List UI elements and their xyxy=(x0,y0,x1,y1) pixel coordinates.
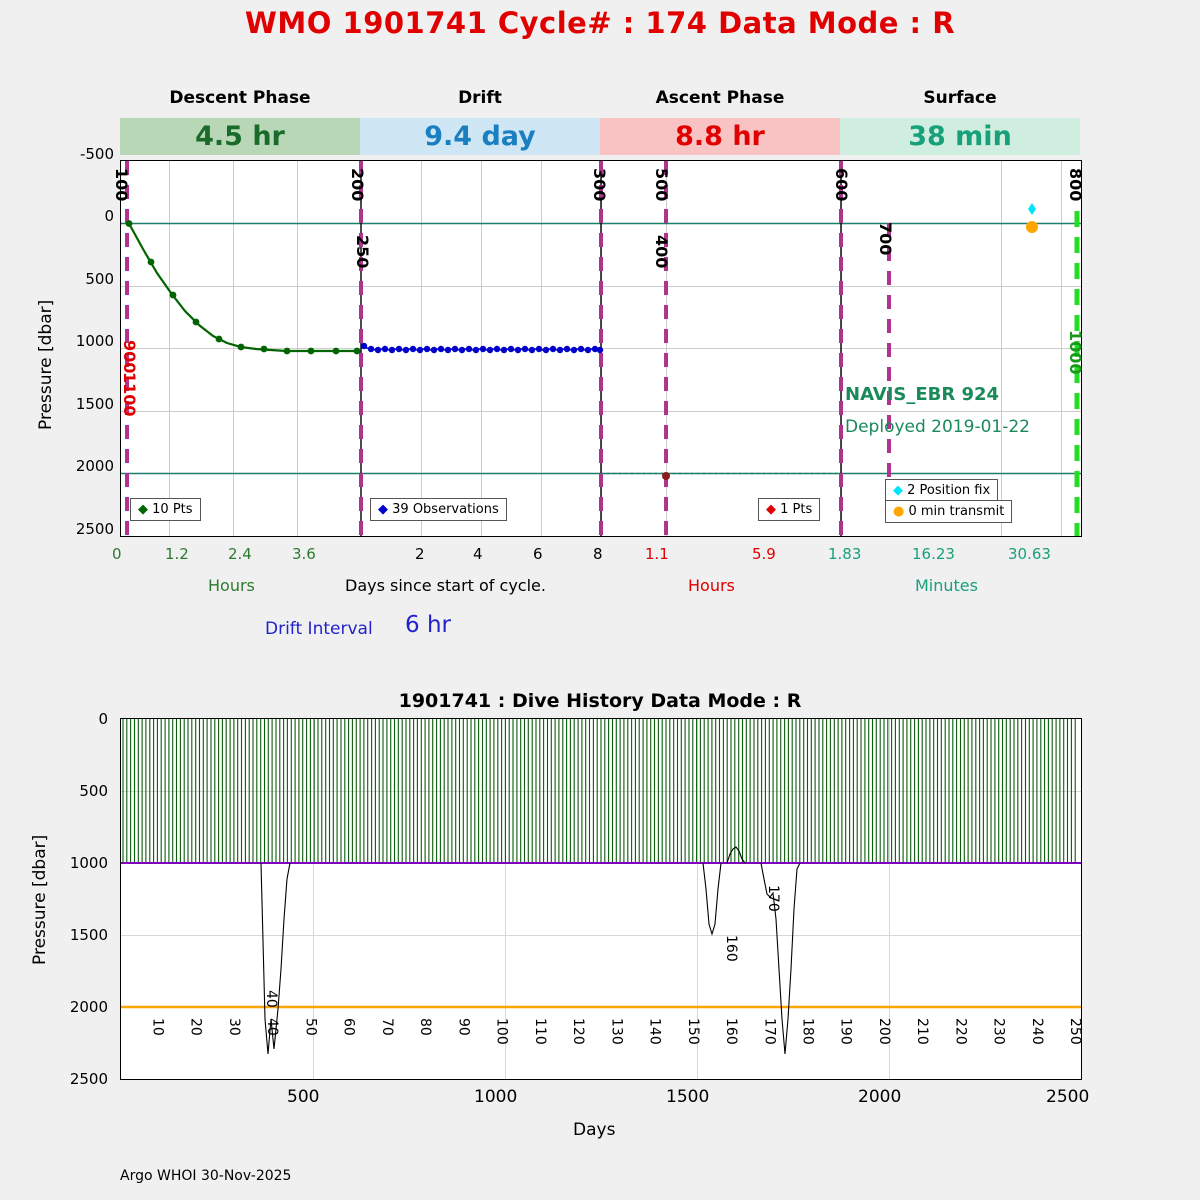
p1-xtick-ascent-0: 1.1 xyxy=(645,545,669,563)
cycle-label-110: 110 xyxy=(531,1018,548,1045)
phase-label-drift: Drift xyxy=(458,88,502,108)
cycle-label-90: 90 xyxy=(455,1018,472,1036)
cycle-label-20: 20 xyxy=(187,1018,204,1036)
legend-marker-transmit: ● xyxy=(893,504,905,519)
event-label-700: 700 xyxy=(876,222,895,256)
cycle-label-220: 220 xyxy=(952,1018,969,1045)
phase-label-descent: Descent Phase xyxy=(169,88,311,108)
cycle-label-190: 190 xyxy=(837,1018,854,1045)
cycle-label-30: 30 xyxy=(225,1018,242,1036)
legend-label-drift: 39 Observations xyxy=(392,502,499,517)
p2-xtick-1: 1000 xyxy=(474,1087,518,1107)
legend-label-descent: 10 Pts xyxy=(152,502,193,517)
event-label-100: 100 xyxy=(112,168,131,202)
phase-label-ascent: Ascent Phase xyxy=(655,88,785,108)
cycle-label-180: 180 xyxy=(799,1018,816,1045)
p2-xaxis-title: Days xyxy=(573,1120,616,1140)
phase-duration-ascent: 8.8 hr xyxy=(600,118,840,155)
p2-yaxis-title: Pressure [dbar] xyxy=(30,834,50,965)
p1-ytick-2: 500 xyxy=(85,270,114,288)
legend-transmit xyxy=(885,500,1012,523)
p2-ytick-4: 2000 xyxy=(69,998,108,1016)
legend-position-fix xyxy=(885,479,998,502)
cycle-label-140: 140 xyxy=(646,1018,663,1045)
cycle-label-250: 250 xyxy=(1067,1018,1084,1045)
p2-ytick-1: 500 xyxy=(79,782,108,800)
cycle-label-10: 10 xyxy=(149,1018,166,1036)
p1-xtick-drift-1: 4 xyxy=(473,545,483,563)
event-label-200: 200 xyxy=(348,168,367,202)
event-label-900: 900 xyxy=(120,340,139,374)
p1-ytick-5: 2000 xyxy=(75,457,114,475)
p2-xtick-3: 2000 xyxy=(858,1087,902,1107)
p1-xtick-ascent-1: 5.9 xyxy=(752,545,776,563)
p1-ytick-0: -500 xyxy=(79,145,114,163)
p2-xtick-0: 500 xyxy=(287,1087,320,1107)
dive-history-title: 1901741 : Dive History Data Mode : R xyxy=(398,690,802,712)
inplot-cycle-160: 160 xyxy=(723,935,739,962)
event-label-1100: 1100 xyxy=(120,372,139,417)
legend-label-position-fix: 2 Position fix xyxy=(907,483,991,498)
p1-ytick-4: 1500 xyxy=(75,395,114,413)
legend-marker-ascent: ◆ xyxy=(766,502,776,517)
drift-interval-value: 6 hr xyxy=(405,612,451,638)
phase-duration-descent: 4.5 hr xyxy=(120,118,360,155)
cycle-label-170: 170 xyxy=(761,1018,778,1045)
legend-label-transmit: 0 min transmit xyxy=(908,504,1005,519)
legend-marker-descent: ◆ xyxy=(138,502,148,517)
cycle-label-160: 160 xyxy=(723,1018,740,1045)
page-title: WMO 1901741 Cycle# : 174 Data Mode : R xyxy=(244,6,956,40)
p1-xtick-descent-2: 2.4 xyxy=(228,545,252,563)
p1-xaxis-ascent: Hours xyxy=(688,576,735,595)
cycle-label-150: 150 xyxy=(684,1018,701,1045)
float-model: NAVIS_EBR 924 xyxy=(845,384,1000,405)
p2-ytick-2: 1000 xyxy=(69,854,108,872)
inplot-cycle-170: 170 xyxy=(765,885,781,912)
event-label-300: 300 xyxy=(590,168,609,202)
p1-ytick-6: 2500 xyxy=(75,520,114,538)
footer-text: Argo WHOI 30-Nov-2025 xyxy=(120,1168,292,1184)
p2-xtick-2: 1500 xyxy=(666,1087,710,1107)
event-label-400: 400 xyxy=(652,235,671,269)
p1-ytick-3: 1000 xyxy=(75,332,114,350)
cycle-label-130: 130 xyxy=(608,1018,625,1045)
p1-xtick-descent-0: 0 xyxy=(112,545,122,563)
cycle-label-70: 70 xyxy=(378,1018,395,1036)
legend-label-ascent: 1 Pts xyxy=(780,502,813,517)
legend-marker-drift: ◆ xyxy=(378,502,388,517)
legend-drift xyxy=(370,498,507,521)
p1-xtick-surface-0: 1.83 xyxy=(828,545,862,563)
phase-duration-drift: 9.4 day xyxy=(360,118,600,155)
cycle-label-230: 230 xyxy=(990,1018,1007,1045)
event-label-800: 800 xyxy=(1066,168,1085,202)
p2-ytick-0: 0 xyxy=(98,710,108,728)
p2-ytick-5: 2500 xyxy=(69,1070,108,1088)
cycle-label-60: 60 xyxy=(340,1018,357,1036)
inplot-cycle-40: 40 xyxy=(263,990,279,1008)
cycle-label-80: 80 xyxy=(417,1018,434,1036)
p1-xtick-surface-2: 30.63 xyxy=(1008,545,1051,563)
p1-xtick-descent-1: 1.2 xyxy=(165,545,189,563)
p2-ytick-3: 1500 xyxy=(69,926,108,944)
cycle-label-100: 100 xyxy=(493,1018,510,1045)
legend-descent xyxy=(130,498,201,521)
p1-xtick-surface-1: 16.23 xyxy=(912,545,955,563)
event-label-250: 250 xyxy=(353,235,372,269)
cycle-label-40: 40 xyxy=(264,1018,281,1036)
p1-xtick-drift-3: 8 xyxy=(593,545,603,563)
p1-xaxis-descent: Hours xyxy=(208,576,255,595)
p1-xtick-drift-2: 6 xyxy=(533,545,543,563)
cycle-label-120: 120 xyxy=(570,1018,587,1045)
drift-interval-label: Drift Interval xyxy=(265,619,373,639)
p1-xaxis-drift: Days since start of cycle. xyxy=(345,576,546,595)
p1-xaxis-surface: Minutes xyxy=(915,576,978,595)
legend-marker-position-fix: ◆ xyxy=(893,483,903,498)
float-deployed: Deployed 2019-01-22 xyxy=(845,417,1030,437)
p2-xtick-4: 2500 xyxy=(1046,1087,1090,1107)
p1-xtick-descent-3: 3.6 xyxy=(292,545,316,563)
event-label-500: 500 xyxy=(652,168,671,202)
event-label-600: 600 xyxy=(832,168,851,202)
phase-duration-surface: 38 min xyxy=(840,118,1080,155)
phase-label-surface: Surface xyxy=(923,88,997,108)
p1-yaxis-title: Pressure [dbar] xyxy=(36,299,56,430)
p1-ytick-1: 0 xyxy=(104,207,114,225)
p1-xtick-drift-0: 2 xyxy=(415,545,425,563)
cycle-label-200: 200 xyxy=(875,1018,892,1045)
cycle-label-50: 50 xyxy=(302,1018,319,1036)
cycle-label-210: 210 xyxy=(914,1018,931,1045)
cycle-label-240: 240 xyxy=(1028,1018,1045,1045)
event-label-1000: 1000 xyxy=(1066,330,1085,375)
legend-ascent xyxy=(758,498,820,521)
